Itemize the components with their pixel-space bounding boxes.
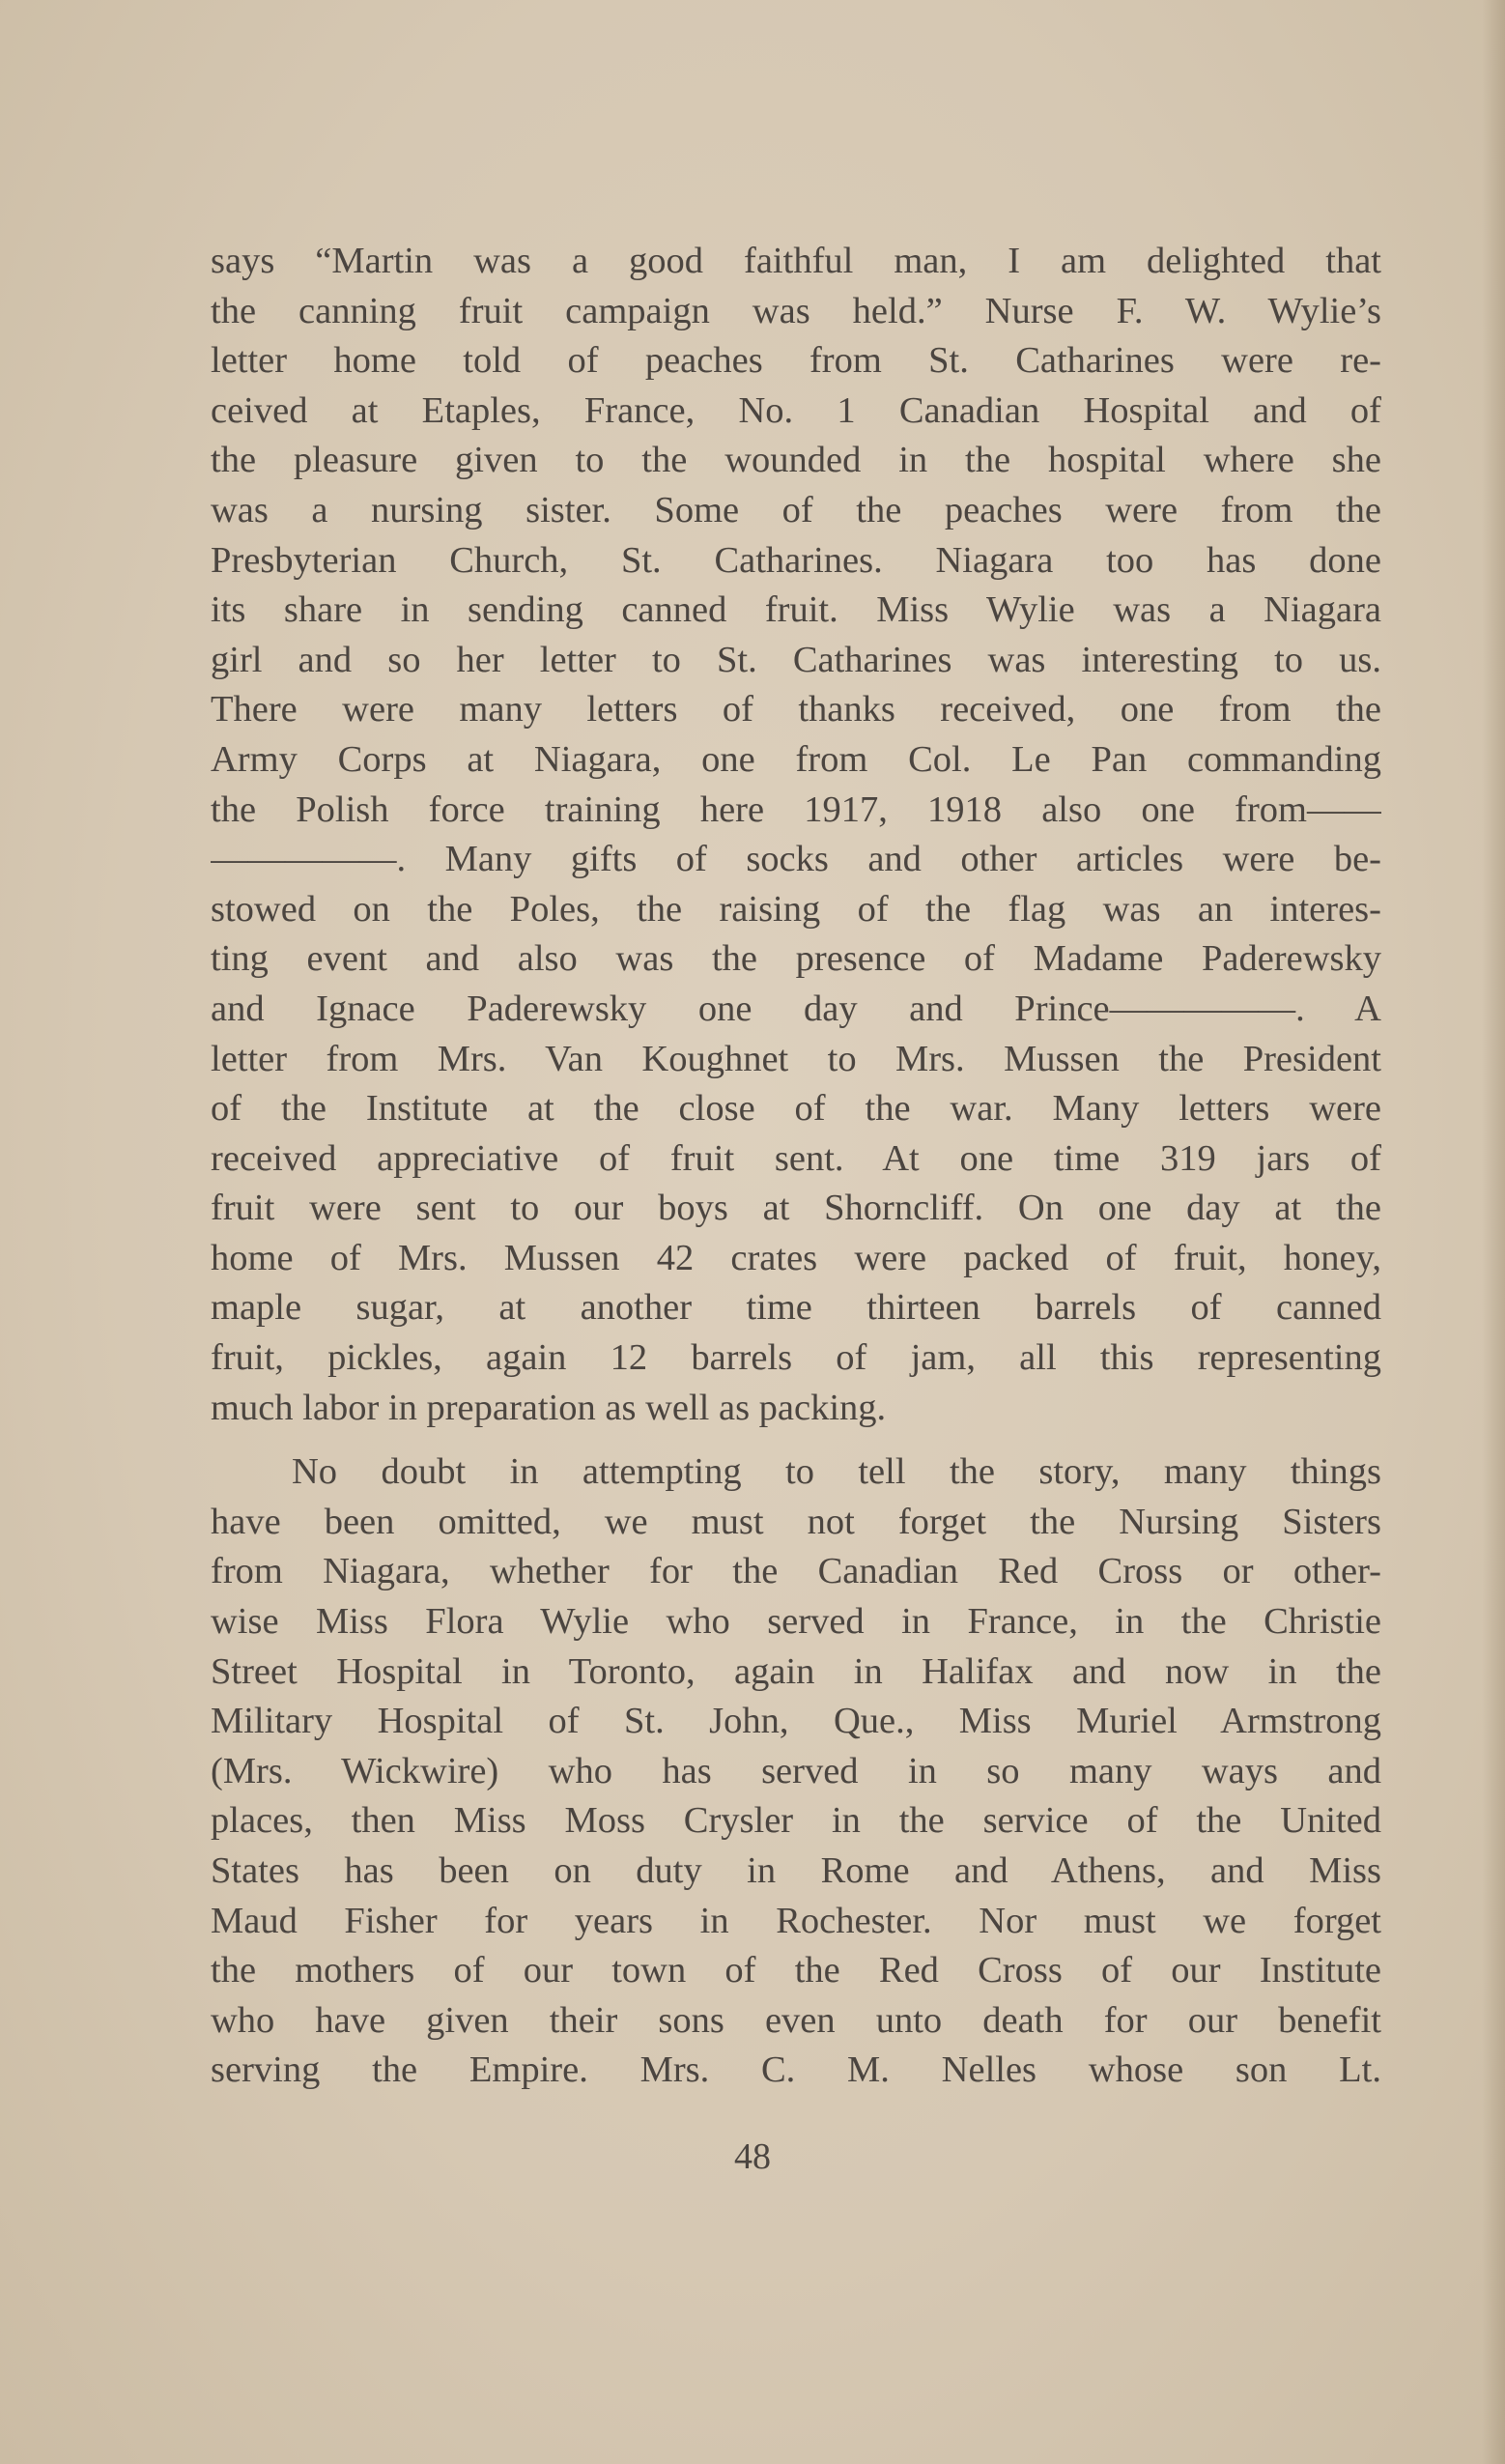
text-line: There were many letters of thanks received, one from the [211,689,1381,731]
paragraph-2 [211,1447,1381,2096]
text-line: received appreciative of fruit sent. At one time 319 jars of [211,1137,1381,1179]
text-line: the Polish force training here 1917, 1918 also one from—— [211,788,1381,830]
text-line: States has been on duty in Rome and Athens, and Miss [211,1850,1381,1891]
page-edge-shadow [1482,0,1505,2464]
text-line: wise Miss Flora Wylie who served in France, in the Christie [211,1601,1381,1643]
text-line: the pleasure given to the wounded in the hospital where she [211,440,1381,481]
text-line: who have given their sons even unto death for our benefit [211,1999,1381,2041]
text-line: Street Hospital in Toronto, again in Halifax and now in the [211,1650,1381,1692]
paragraph-1 [211,237,1381,1433]
paragraph-gap [211,1433,1381,1447]
text-line: fruit, pickles, again 12 barrels of jam, all this representing [211,1337,1381,1379]
text-line: (Mrs. Wickwire) who has served in so many ways and [211,1750,1381,1791]
text-line: of the Institute at the close of the war. Many letters were [211,1088,1381,1130]
text-line: Army Corps at Niagara, one from Col. Le Pan commanding [211,738,1381,780]
text-line: the canning fruit campaign was held.” Nurse F. W. Wylie’s [211,290,1381,331]
text-line: places, then Miss Moss Crysler in the service of the United [211,1800,1381,1842]
text-line: girl and so her letter to St. Catharines was interesting to us. [211,639,1381,680]
text-line: ting event and also was the presence of Madame Paderewsky [211,938,1381,980]
text-line: the mothers of our town of the Red Cross of our Institute [211,1950,1381,1991]
text-line: much labor in preparation as well as packing. [211,1387,887,1428]
text-line: letter from Mrs. Van Koughnet to Mrs. Mussen the President [211,1038,1381,1079]
text-line: says “Martin was a good faithful man, I am delighted that [211,241,1381,281]
text-line: stowed on the Poles, the raising of the flag was an interes- [211,888,1381,930]
text-line: No doubt in attempting to tell the story, many things [292,1451,1381,1493]
text-line: letter home told of peaches from St. Catharines were re- [211,340,1381,382]
page-number: 48 [734,2136,771,2177]
text-line: have been omitted, we must not forget the Nursing Sisters [211,1501,1381,1542]
text-line: its share in sending canned fruit. Miss Wylie was a Niagara [211,589,1381,631]
text-line: Military Hospital of St. John, Que., Miss Muriel Armstrong [211,1701,1381,1742]
text-line: was a nursing sister. Some of the peaches were from the [211,489,1381,530]
text-line: from Niagara, whether for the Canadian Red Cross or other- [211,1551,1381,1592]
text-line: serving the Empire. Mrs. C. M. Nelles whose son Lt. [211,2049,1381,2091]
text-line: fruit were sent to our boys at Shorncliff. On one day at the [211,1188,1381,1229]
page-body [211,237,1381,2096]
text-line: and Ignace Paderewsky one day and Prince—————. A [211,988,1381,1029]
text-line: maple sugar, at another time thirteen barrels of canned [211,1287,1381,1329]
text-line: Maud Fisher for years in Rochester. Nor must we forget [211,1900,1381,1941]
text-line: ceived at Etaples, France, No. 1 Canadian Hospital and of [211,389,1381,431]
text-line: Presbyterian Church, St. Catharines. Niagara too has done [211,539,1381,581]
text-line: —————. Many gifts of socks and other articles were be- [211,839,1381,880]
text-line: home of Mrs. Mussen 42 crates were packed of fruit, honey, [211,1237,1381,1278]
